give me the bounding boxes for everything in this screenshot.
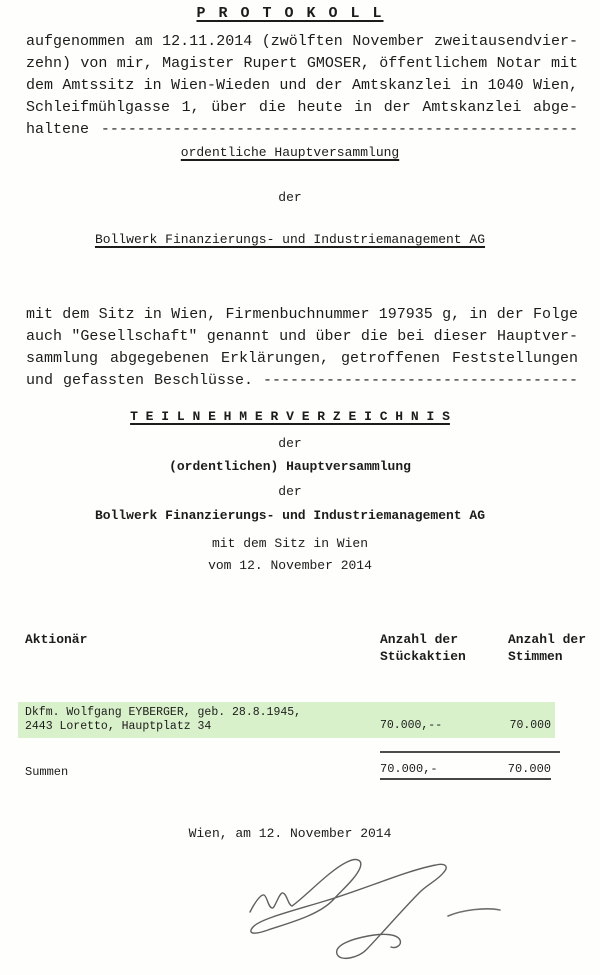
column-header-shareholder: Aktionär [25,632,88,647]
paragraph-line: zehn) von mir, Magister Rupert GMOSER, öffentlichem Notar mit [26,55,578,72]
paragraph-line: mit dem Sitz in Wien, Firmenbuchnummer 197935 g, in der Folge [26,306,578,323]
paragraph-line: Schleifmühlgasse 1, über die heute in der Amtskanzlei abge- [26,99,578,116]
paragraph-line: auch "Gesellschaft" genannt und über die bei dieser Hauptver- [26,328,578,345]
paragraph-line: aufgenommen am 12.11.2014 (zwölften November zweitausendvier- [26,33,578,50]
place-and-date: Wien, am 12. November 2014 [188,826,392,841]
meeting-date: vom 12. November 2014 [208,558,372,573]
document-title [0,5,580,22]
intro-paragraph [26,31,578,141]
der-connector: der [278,484,302,499]
company-name: Bollwerk Finanzierungs- und Industriemanagement AG [94,232,486,247]
totals-votes-value: 70.000 [507,762,551,776]
shareholder-row-values [380,719,551,732]
shareholder-shares-value: 70.000,-- [380,719,443,732]
paragraph-line: und gefassten Beschlüsse. ----------------------------------- [26,372,578,389]
meeting-heading: ordentliche Hauptversammlung [180,145,400,160]
signature-scribble [230,850,520,972]
company-seat: mit dem Sitz in Wien [211,536,369,551]
shareholder-votes-value: 70.000 [509,719,551,732]
totals-label: Summen [25,765,69,779]
paragraph-line: haltene ----------------------------------------------------- [26,121,578,138]
paragraph-line: sammlung abgegebenen Erklärungen, getroffenen Feststellungen [26,350,578,367]
column-header-votes: Anzahl der Stimmen [508,632,587,664]
der-connector: der [278,190,302,205]
totals-top-rule [380,751,560,753]
company-paragraph [26,304,578,392]
column-header-shares: Anzahl der Stückaktien [380,632,466,664]
der-connector: der [278,436,302,451]
participants-company-name: Bollwerk Finanzierungs- und Industriemanagement AG [94,508,486,523]
participants-list-title: T E I L N E H M E R V E R Z E I C H N I S [130,409,450,424]
paragraph-line: dem Amtssitz in Wien-Wieden und der Amtskanzlei in 1040 Wien, [26,77,578,94]
totals-shares-value: 70.000,- [380,762,438,776]
document-title-text: P R O T O K O L L [196,5,384,22]
totals-values [380,762,551,780]
shareholder-name: Dkfm. Wolfgang EYBERGER, geb. 28.8.1945, 2443 Loretto, Hauptplatz 34 [25,706,302,733]
participants-meeting-type: (ordentlichen) Hauptversammlung [169,459,411,474]
